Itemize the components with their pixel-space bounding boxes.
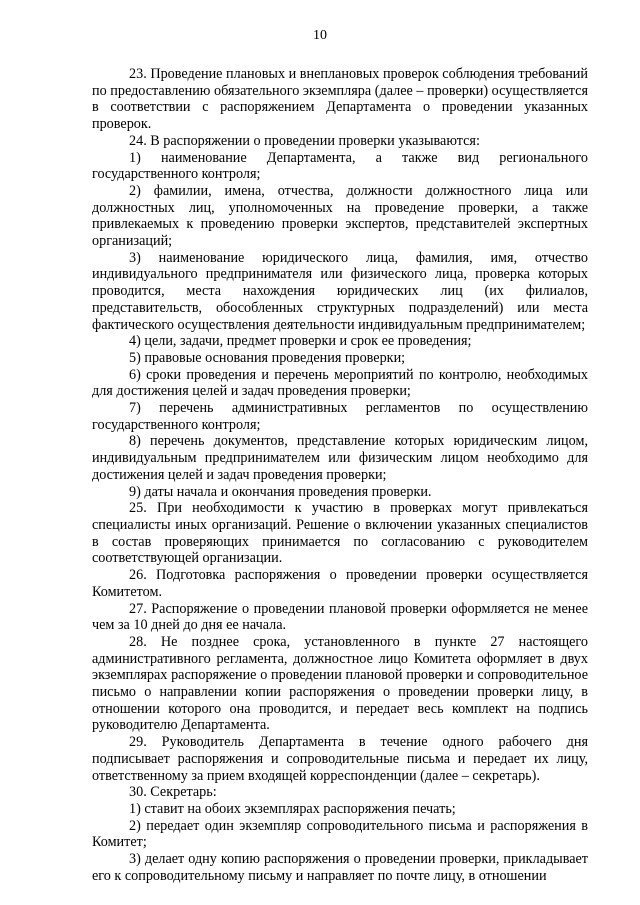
list-item: 8) перечень документов, представление которых юридическим лицом, индивидуальным предпринимателем или физическим лицом необходимо для достижения целей и задач проведения проверки;: [92, 433, 588, 483]
list-item: 6) сроки проведения и перечень мероприятий по контролю, необходимых для достижения целей и задач проведения проверки;: [92, 366, 588, 400]
paragraph: 23. Проведение плановых и внеплановых проверок соблюдения требований по предоставлению обязательного экземпляра (далее – проверки) осуществляется в соответствии с распоряжением Департамента о проведении указанных проверок.: [92, 66, 588, 133]
list-item: 7) перечень административных регламентов по осуществлению государственного контроля;: [92, 400, 588, 433]
list-item: 5) правовые основания проведения проверки;: [129, 349, 406, 366]
paragraph: 29. Руководитель Департамента в течение одного рабочего дня подписывает распоряжения и сопроводительные письма и передает их лицу, ответственному за прием входящей корреспонденции (далее – секретарь).: [92, 734, 588, 784]
paragraph: 26. Подготовка распоряжения о проведении проверки осуществляется Комитетом.: [92, 567, 588, 600]
list-item: 3) наименование юридического лица, фамилия, имя, отчество индивидуального предпринимателя или физического лица, проверка которых проводится, места нахождения юридических лиц (их филиалов, представительств, обособленных структурных подразделений) или места фактического осуществления деятельности индивидуальным предпринимателем;: [92, 249, 588, 333]
paragraph: 27. Распоряжение о проведении плановой проверки оформляется не менее чем за 10 дней до дня ее начала.: [92, 600, 588, 634]
list-item: 9) даты начала и окончания проведения проверки.: [129, 483, 432, 500]
list-item: 4) цели, задачи, предмет проверки и срок ее проведения;: [129, 333, 472, 350]
list-item: 3) делает одну копию распоряжения о проведении проверки, прикладывает его к сопроводительному письму и направляет по почте лицу, в отношении: [92, 851, 588, 884]
document-body: [92, 66, 588, 884]
list-item: 2) фамилии, имена, отчества, должности должностного лица или должностных лиц, уполномоченных на проведение проверки, а также привлекаемых к проведению проверки экспертов, представителей экспертных организаций;: [92, 182, 588, 250]
paragraph: 24. В распоряжении о проведении проверки указываются:: [129, 132, 480, 149]
list-item: 1) ставит на обоих экземплярах распоряжения печать;: [129, 800, 456, 817]
page-number: 10: [313, 28, 327, 43]
list-item: 1) наименование Департамента, а также вид регионального государственного контроля;: [92, 149, 588, 183]
paragraph: 25. При необходимости к участию в проверках могут привлекаться специалисты иных организаций. Решение о включении указанных специалистов в состав проверяющих принимается по согласованию с руководителем соответствующей организации.: [92, 500, 588, 567]
paragraph: 28. Не позднее срока, установленного в пункте 27 настоящего административного регламента, должностное лицо Комитета оформляет в двух экземплярах распоряжение о проведении плановой проверки и сопроводительное письмо о направлении копии распоряжения о проведении проверки лицу, в отношении которого она проводится, и передает весь комплект на подпись руководителю Департамента.: [92, 633, 588, 734]
list-item: 2) передает один экземпляр сопроводительного письма и распоряжения в Комитет;: [92, 817, 588, 851]
paragraph: 30. Секретарь:: [129, 784, 217, 801]
